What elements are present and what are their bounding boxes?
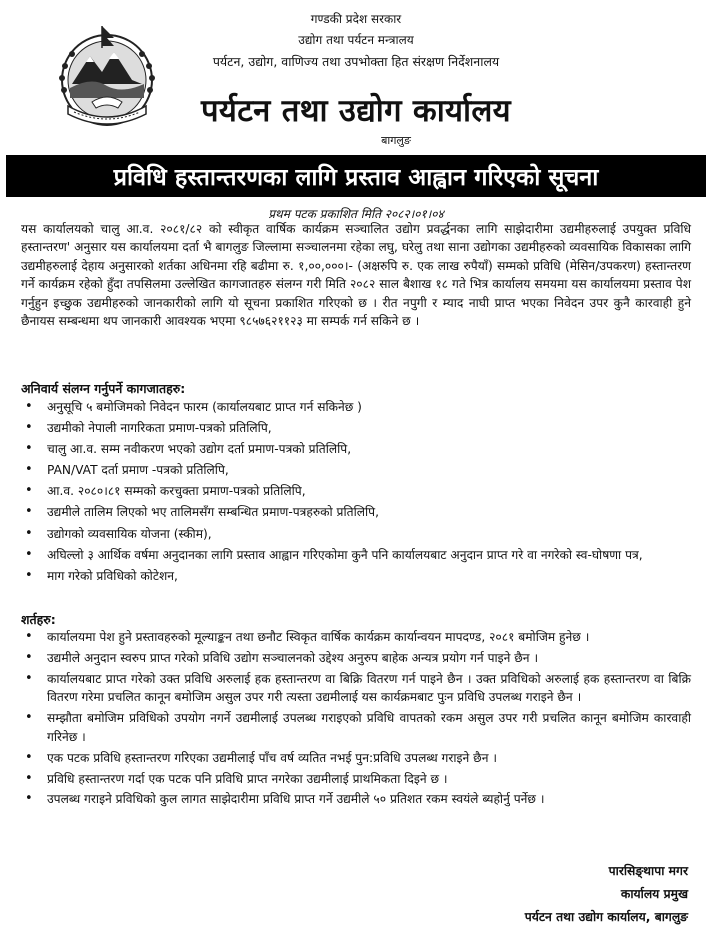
- list-item: • प्रविधि हस्तान्तरण गर्दा एक पटक पनि प्रविधि प्राप्त नगरेका उद्यमीलाई प्राथमिकता दिइने छ ।: [21, 770, 691, 789]
- bullet-icon: •: [25, 649, 33, 665]
- signatory-office: पर्यटन तथा उद्योग कार्यालय, बागलुङ: [524, 910, 688, 924]
- list-item: • माग गरेको प्रविधिको कोटेशन,: [21, 566, 691, 586]
- list-item: • PAN/VAT दर्ता प्रमाण -पत्रको प्रतिलिपि,: [21, 460, 691, 480]
- bullet-icon: •: [25, 567, 33, 583]
- notice-title: प्रविधि हस्तान्तरणका लागि प्रस्ताव आह्वान गरिएको सूचना: [113, 163, 599, 191]
- bullet-icon: •: [25, 629, 33, 644]
- bullet-icon: •: [25, 546, 33, 562]
- list-item: • सम्झौता बमोजिम प्रविधिको उपयोग नगर्ने उद्यमीलाई उपलब्ध गराइएको प्रविधि वापतको रकम असुल उपर गरी प्रचलित कानून बमोजिम कारवाही गरिनेछ ।: [25, 710, 691, 744]
- documents-list: [21, 397, 691, 587]
- bullet-icon: •: [25, 791, 33, 807]
- notice-body: यस कार्यालयको चालु आ.व. २०८१/८२ को स्वीकृत वार्षिक कार्यक्रम सञ्चालित उद्योग प्रवर्द्धनका लागि साझेदारीमा उद्यमीहरुलाई उपयुक्त प्रविधि हस्तान्तरण' अनुसार यस कार्यालयमा दर्ता भै बागलुङ जिल्लामा सञ्चालनमा रहेका लघु, घरेलु तथा साना उद्योगका उद्यमीहरुको व्यवसायिक विकासका लागि उद्यमीहरुलाई देहाय अनुसारको शर्तका अधिनमा रहि बढीमा रु. १,००,०००।- (अक्षरुपि रु. एक लाख रुपैयाँ) सम्मको प्रविधि (मेसिन/उपकरण) हस्तान्तरण गर्ने कार्यक्रम रहेको हुँदा तपसिलमा उल्लेखित कागजातहरु संलग्न गरी मिति २०८२ साल बैशाख १८ गते भित्र कार्यालय समयमा यस कार्यालयमा प्रस्ताव पेश गर्नुहुन इच्छुक उद्यमीहरुको जानकारीको लागि यो सूचना प्रकाशित गरिएको छ । रीत नपुगी र म्याद नाघी प्राप्त भएका निवेदन उपर कुनै कारवाही हुने छैनायस सम्बन्धमा थप जानकारी आवश्यक भएमा ९८५७६२११२३ मा सम्पर्क गर्न सकिने छ ।: [21, 222, 691, 329]
- directorate-name: पर्यटन, उद्योग, वाणिज्य तथा उपभोक्ता हित संरक्षण निर्देशनालय: [212, 54, 500, 69]
- bullet-icon: •: [25, 504, 33, 520]
- list-item: • आ.व. २०८०।८१ सम्मको करचुक्ता प्रमाण-पत्रको प्रतिलिपि,: [21, 481, 691, 501]
- bullet-icon: •: [25, 710, 33, 726]
- list-item: • एक पटक प्रविधि हस्तान्तरण गरिएका उद्यमीलाई पाँच वर्ष व्यतित नभई पुन:प्रविधि उपलब्ध गराइने छैन ।: [21, 749, 691, 768]
- bullet-icon: •: [25, 462, 33, 478]
- list-item: • चालु आ.व. सम्म नवीकरण भएको उद्योग दर्ता प्रमाण-पत्रको प्रतिलिपि,: [21, 439, 691, 459]
- signatory-position: कार्यालय प्रमुख: [620, 887, 688, 901]
- list-item: • अघिल्लो ३ आर्थिक वर्षमा अनुदानका लागि प्रस्ताव आह्वान गरिएकोमा कुनै पनि कार्यालयबाट अनुदान प्राप्त गरे वा नगरेको स्व-घोषणा पत्र,: [21, 545, 691, 565]
- bullet-icon: •: [25, 399, 33, 414]
- conditions-heading: शर्तहरु:: [21, 612, 56, 627]
- bullet-icon: •: [25, 420, 33, 436]
- conditions-list: [21, 628, 691, 811]
- list-item: • कार्यालयबाट प्राप्त गरेको उक्त प्रविधि अरुलाई हक हस्तान्तरण वा बिक्रि वितरण गर्न पाइने छैन । उक्त प्रविधिको अरुलाई हक हस्तान्तरण वा बिक्रि वितरण गरेमा प्रचलित कानून बमोजिम असुल उपर गरी त्यस्ता उद्यमीलाई यस कार्यक्रमबाट पुःन प्रविधि उपलब्ध गराइने छैन ।: [25, 670, 691, 705]
- signatory-name: पारसिङ्थापा मगर: [608, 864, 688, 878]
- list-item: • उद्यमीको नेपाली नागरिकता प्रमाण-पत्रको प्रतिलिपि,: [21, 418, 691, 438]
- list-item: • कार्यालयमा पेश हुने प्रस्तावहरुको मूल्याङ्कन तथा छनौट स्विकृत वार्षिक कार्यक्रम कार्यान्वयन मापदण्ड, २०८१ बमोजिम हुनेछ ।: [21, 628, 691, 647]
- publication-date: प्रथम पटक प्रकाशित मिति २०८२।०१।०४: [268, 207, 444, 221]
- bullet-icon: •: [25, 670, 33, 686]
- list-item: • उद्यमीले तालिम लिएको भए तालिमसँग सम्बन्धित प्रमाण-पत्रहरुको प्रतिलिपि,: [21, 502, 691, 522]
- government-name: गण्डकी प्रदेश सरकार: [310, 12, 402, 26]
- ministry-name: उद्योग तथा पर्यटन मन्त्रालय: [298, 33, 414, 47]
- bullet-icon: •: [25, 770, 33, 786]
- bullet-icon: •: [25, 749, 33, 765]
- list-item: • उपलब्ध गराइने प्रविधिको कुल लागत साझेदारीमा प्रविधि प्राप्त गर्ने उद्यमीले ५० प्रतिशत रकम स्वयंले ब्यहोर्नु पर्नेछ ।: [21, 790, 691, 809]
- list-item: • उद्योगको व्यवसायिक योजना (स्कीम),: [21, 524, 691, 544]
- list-item: • अनुसूचि ५ बमोजिमको निवेदन फारम (कार्यालयबाट प्राप्त गर्न सकिनेछ ): [21, 397, 691, 417]
- bullet-icon: •: [25, 483, 33, 499]
- notice-title-banner: [6, 155, 706, 197]
- documents-heading: अनिवार्य संलग्न गर्नुपर्ने कागजातहरु:: [21, 381, 186, 396]
- bullet-icon: •: [25, 525, 33, 541]
- bullet-icon: •: [25, 441, 33, 457]
- office-title: पर्यटन तथा उद्योग कार्यालय: [201, 93, 511, 129]
- list-item: • उद्यमीले अनुदान स्वरुप प्राप्त गरेको प्रविधि उद्योग सञ्चालनको उद्देश्य अनुरुप बाहेक अन्यत्र प्रयोग गर्न पाइने छैन ।: [21, 649, 691, 668]
- district-name: बागलुङ: [381, 134, 411, 147]
